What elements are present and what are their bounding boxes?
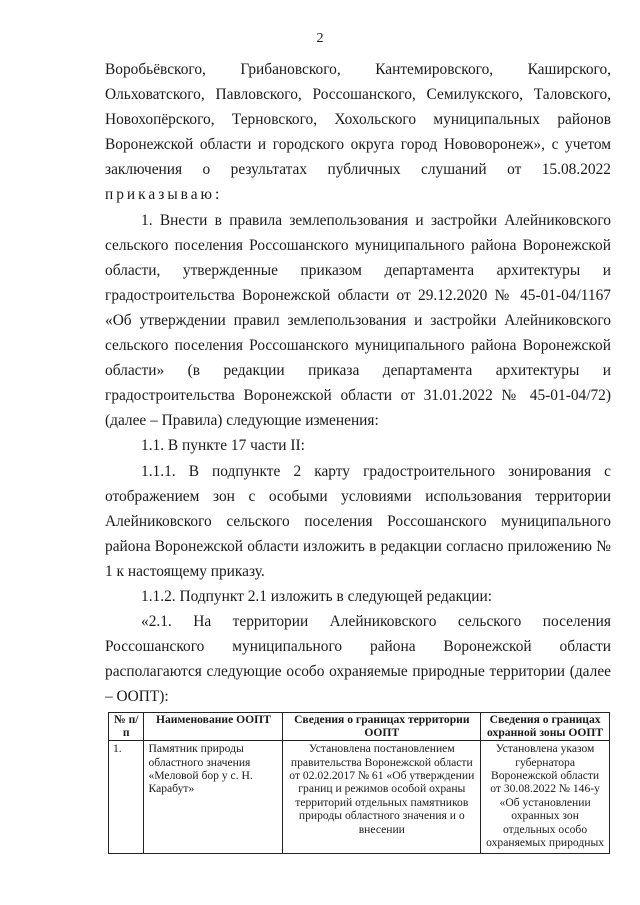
oopt-table [108,712,610,854]
cell-zone [481,741,610,854]
header-name: Наименование ООПТ [144,713,283,741]
cell-territory-text: Установлена постановлением правительства Воронежской области от 02.02.2017 № 61 «Об утверждении границ и режимов особой охраны территорий отдельных памятников природы областного значения и о внесении [289,742,475,836]
table-row [109,741,610,854]
paragraph-item-1-1-2: 1.1.2. Подпункт 2.1 изложить в следующей редакции: [141,587,493,605]
paragraph-item-2-1: «2.1. На территории Алейниковского сельского поселения Россошанского муниципального района Воронежской области располагаются следующие особо охраняемые природные территории (далее – ООПТ): [105,613,611,706]
header-zone: Сведения о границах охранной зоны ООПТ [481,713,610,741]
cell-territory [283,741,481,854]
paragraph-item-1: 1. Внести в правила землепользования и застройки Алейниковского сельского поселения Россошанского муниципального района Воронежской области, утвержденные приказом департамента архитектуры и градостроительства Воронежской области от 29.12.2020 № 45-01-04/1167 «Об утверждении правил землепользования и застройки Алейниковского сельского поселения Россошанского муниципального района Воронежской области» (в редакции приказа департамента архитектуры и градостроительства Воронежской области от 31.01.2022 № 45-01-04/72) (далее – Правила) следующие изменения: [105,211,611,430]
cell-number: 1. [109,741,144,854]
paragraph-item-1-1: 1.1. В пункте 17 части II: [141,437,305,455]
header-territory: Сведения о границах территории ООПТ [283,713,481,741]
table-header-row [109,713,610,741]
paragraph-intro: Воробьёвского, Грибановского, Кантемировского, Каширского, Ольховатского, Павловского, Россошанского, Семилукского, Таловского, Новохопёрского, Терновского, Хохольского муниципальных районов Воронежской области и городского округа город Нововоронеж», с учетом заключения о результатах публичных слушаний от 15.08.2022 [105,61,611,179]
cell-name [144,741,283,854]
document-body [105,57,611,709]
page-number: 2 [316,31,324,46]
header-number: № п/п [109,713,144,741]
paragraph-order: приказываю: [105,186,223,204]
cell-zone-text: Установлена указом губернатора Воронежской области от 30.08.2022 № 146-у «Об установлении охранных зон отдельных особо охраняемых природных [486,742,605,850]
cell-name-text: Памятник природы областного значения «Меловой бор у с. Н. Карабут» [148,742,253,796]
paragraph-item-1-1-1: 1.1.1. В подпункте 2 карту градостроительного зонирования с отображением зон с особыми условиями использования территории Алейниковского сельского поселения Россошанского муниципального района Воронежской области изложить в редакции согласно приложению № 1 к настоящему приказу. [105,462,611,580]
